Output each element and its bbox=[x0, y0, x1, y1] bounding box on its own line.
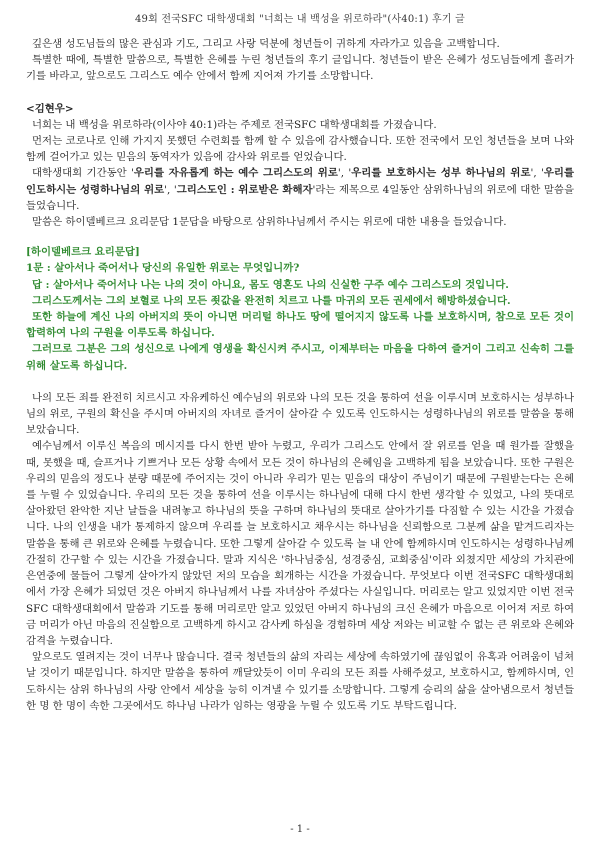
paragraph-5: 나의 모든 죄를 완전히 치르시고 자유케하신 예수님의 위로와 나의 모든 것을 통하여 선을 이루시며 보호하시는 성부하나님의 위로, 구원의 확신을 주시며 아버지의 자녀로 즐거이 살아갈 수 있도록 인도하시는 성령하나님의 위로를 말씀을 통해 보았습니다. bbox=[26, 391, 574, 437]
catechism-answer-4: 그러므로 그분은 그의 성신으로 나에게 영생을 확신시켜 주시고, 이제부터는 마음을 다하여 즐거이 그리고 신속히 그를 위해 살도록 하십니다. bbox=[26, 343, 574, 372]
catechism-answer-2: 그리스도께서는 그의 보혈로 나의 모든 죗값을 완전히 치르고 나를 마귀의 모든 권세에서 해방하셨습니다. bbox=[32, 294, 511, 307]
paragraph-2: 먼저는 코로나로 인해 가지지 못했던 수련회를 함께 할 수 있음에 감사했습니다. 또한 전국에서 모인 청년들을 보며 나와 함께 걸어가고 있는 믿음의 동역자가 있음에 감사와 위로를 얻었습니다. bbox=[26, 135, 574, 164]
author-heading: <김현우> bbox=[26, 102, 74, 115]
intro-paragraph-2: 특별한 때에, 특별한 말씀으로, 특별한 은혜를 누린 청년들의 후기 글입니다. 청년들이 받은 은혜가 성도님들에게 흘러가기를 바라고, 앞으로도 그리스도 예수 안에서 함께 지어져 가기를 소망합니다. bbox=[26, 54, 574, 83]
catechism-answer-1: 답 : 살아서나 죽어서나 나는 나의 것이 아니요, 몸도 영혼도 나의 신실한 구주 예수 그리스도의 것입니다. bbox=[32, 278, 509, 291]
catechism-answer-3: 또한 하늘에 계신 나의 아버지의 뜻이 아니면 머리털 하나도 땅에 떨어지지 않도록 나를 보호하시며, 참으로 모든 것이 합력하여 나의 구원을 이루도록 하십니다. bbox=[26, 311, 574, 340]
page-number: - 1 - bbox=[290, 824, 310, 835]
catechism-heading: [하이델베르크 요리문답] bbox=[26, 246, 140, 259]
paragraph-7: 앞으로도 열려지는 것이 너무나 많습니다. 결국 청년들의 삶의 자리는 세상에 속하였기에 끊임없이 유혹과 어려움이 넘쳐날 것이기 때문입니다. 하지만 말씀을 통하여 깨달았듯이 이미 우리의 모든 죄를 사해주셨고, 보호하시고, 함께하시며, 인도하시는 삼위 하나님의 사랑 안에서 세상을 능히 이겨낼 수 있기를 소망합니다. 그렇게 승리의 삶을 살아냄으로서 청년들 한 명 한 명이 속한 그곳에서도 하나님 나라가 임하는 영광을 누릴 수 있도록 기도 부탁드립니다. bbox=[26, 651, 574, 712]
document-body bbox=[26, 36, 574, 714]
catechism-question: 1문 : 살아서나 죽어서나 당신의 유일한 위로는 무엇입니까? bbox=[26, 262, 300, 275]
paragraph-6: 예수님께서 이루신 복음의 메시지를 다시 한번 받아 누렸고, 우리가 그리스도 안에서 잘 위로를 얻을 때 원가를 잘했을 때, 못했을 때, 슬프거나 기쁘거나 모든 상황 속에서 모든 것이 하나님의 은혜임을 고백하게 됨을 보았습니다. 또한 구원은 우리의 믿음의 정도나 분량 때문에 주어지는 것이 아니라 우리가 믿는 믿음의 대상이 주님이기 때문에 구원받는다는 은혜를 누릴 수 있었습니다. 우리의 모든 것을 통하여 선을 이루시는 하나님에 대해 다시 한번 생각할 수 있었고, 나의 뜻대로 살아왔던 완악한 지난 날들을 내려놓고 하나님의 뜻을 구하며 하나님의 뜻대로 살아가기를 다짐할 수 있는 시간을 가졌습니다. 나의 인생을 내가 통제하지 않으며 우리를 늘 보호하시고 채우시는 하나님을 신뢰함으로 그분께 삶을 맡겨드리자는 말씀을 통해 큰 위로와 은혜를 누렸습니다. 또한 그렇게 살아갈 수 있도록 늘 내 안에 함께하시며 인도하시는 성령하나님께 간절히 간구할 수 있는 시간을 가졌습니다. 말과 지식은 '하나님중심, 성경중심, 교회중심'이라 외쳤지만 세상의 가치관에 은연중에 물들어 그렇게 살아가지 않았던 저의 모습을 회개하는 시간을 가졌습니다. 무엇보다 이번 전국SFC 대학생대회에서 가장 은혜가 되었던 것은 아버지 하나님께서 나를 자녀삼아 주셨다는 사실입니다. 머리로는 알고 있었지만 이번 전국SFC 대학생대회에서 말씀과 기도를 통해 머리로만 알고 있었던 아버지 하나님의 크신 은혜가 마음으로 이어져 저로 하여금 머리가 아닌 마음의 진실함으로 고백하게 하시고 감사케 하심을 경험하며 세상 저와는 비교할 수 없는 큰 위로와 은혜와 감격을 누렸습니다. bbox=[26, 440, 574, 647]
paragraph-1: 너희는 내 백성을 위로하라(이사야 40:1)라는 주제로 전국SFC 대학생대회를 가졌습니다. bbox=[32, 118, 437, 131]
page-header: 49회 전국SFC 대학생대회 "너희는 내 백성을 위로하라"(사40:1) 후기 글 bbox=[134, 14, 466, 25]
paragraph-4: 말씀은 하이델베르크 요리문답 1문답을 바탕으로 삼위하나님께서 주시는 위로에 대한 내용을 들었습니다. bbox=[32, 216, 507, 229]
intro-paragraph-1: 깊은샘 성도님들의 많은 관심과 기도, 그리고 사랑 덕분에 청년들이 귀하게 자라가고 있음을 고백합니다. bbox=[32, 38, 500, 50]
paragraph-3: 대학생대회 기간동안 '우리를 자유롭게 하는 예수 그리스도의 위로', '우리를 보호하시는 성부 하나님의 위로', '우리를 인도하시는 성령하나님의 위로', '그리스도인 : 위로받은 화해자'라는 제목으로 4일동안 삼위하나님의 위로에 대한 말씀을 들었습니다. bbox=[26, 167, 574, 212]
